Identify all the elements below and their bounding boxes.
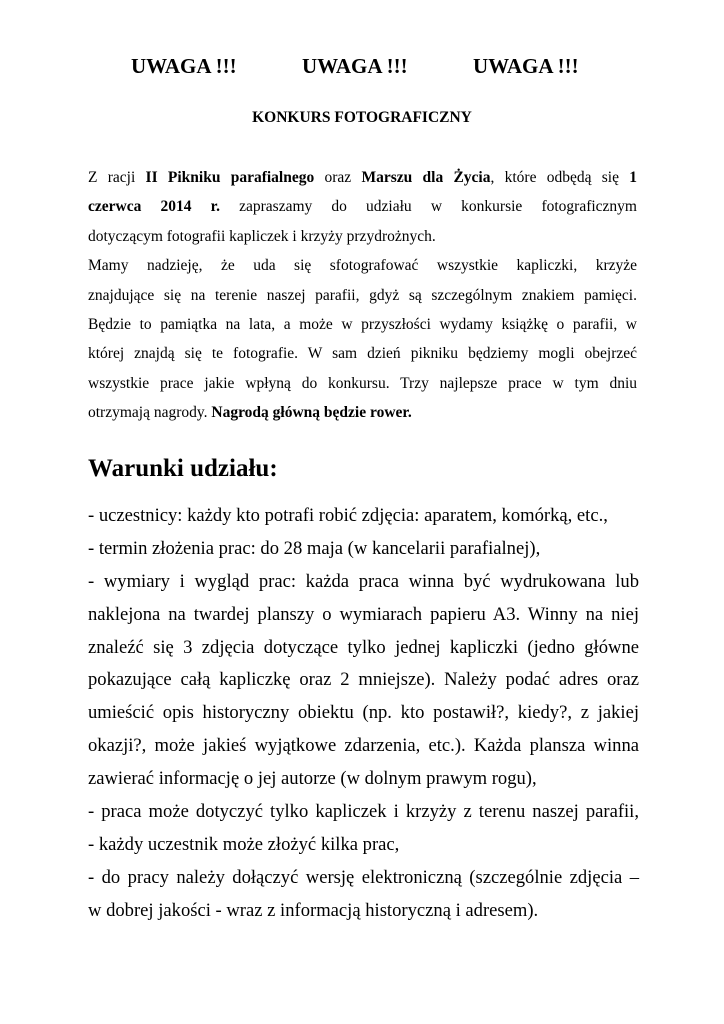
condition-line: w dobrej jakości - wraz z informacją historyczną i adresem). — [88, 899, 539, 921]
intro-line — [88, 163, 637, 192]
intro-line: znajdujące się na terenie naszej parafii, gdyż są szczególnym znakiem pamięci. — [88, 286, 637, 304]
condition-line: - uczestnicy: każdy kto potrafi robić zdjęcia: aparatem, komórką, etc., — [88, 505, 608, 526]
condition-line: okazji?, może jakieś wyjątkowe zdarzenia, etc.). Każda plansza winna — [88, 735, 639, 757]
prize-statement: Nagrodą główną będzie rower. — [211, 404, 412, 422]
intro-text: otrzymają nagrody. — [88, 404, 212, 422]
condition-line: - termin złożenia prac: do 28 maja (w kancelarii parafialnej), — [88, 537, 541, 559]
contest-title: KONKURS FOTOGRAFICZNY — [252, 109, 472, 126]
conditions-heading: Warunki udziału: — [88, 455, 278, 482]
condition-line: - praca może dotyczyć tylko kapliczek i krzyży z terenu naszej parafii, — [88, 801, 639, 823]
intro-text: Z racji — [88, 169, 146, 186]
intro-line — [88, 192, 637, 221]
warning-heading: UWAGA !!! — [131, 54, 237, 78]
intro-text: , które odbędą się — [490, 169, 630, 186]
warning-heading: UWAGA !!! — [302, 54, 408, 78]
conditions-list — [88, 500, 639, 928]
condition-line: zawierać informację o jej autorze (w dolnym prawym rogu), — [88, 768, 537, 790]
intro-text: zapraszamy do udziału w konkursie fotograficznym — [219, 198, 637, 216]
warning-heading: UWAGA !!! — [473, 54, 579, 78]
intro-text: oraz — [314, 169, 362, 186]
intro-line: wszystkie prace jakie wpłyną do konkursu. Trzy najlepsze prace w tym dniu — [88, 374, 637, 392]
condition-line: - każdy uczestnik może złożyć kilka prac, — [88, 833, 400, 855]
condition-line: - do pracy należy dołączyć wersję elektroniczną (szczególnie zdjęcia – — [88, 866, 639, 888]
condition-line: naklejona na twardej planszy o wymiarach papieru A3. Winny na niej — [88, 603, 639, 625]
intro-line: dotyczącym fotografii kapliczek i krzyży przydrożnych. — [88, 227, 436, 245]
intro-line: Mamy nadzieję, że uda się sfotografować wszystkie kapliczki, krzyże — [88, 257, 637, 275]
intro-paragraph — [88, 163, 637, 428]
intro-bold-text: Marszu dla Życia — [361, 169, 491, 186]
intro-bold-text: II Pikniku parafialnego — [145, 169, 315, 186]
intro-bold-text: 1 — [629, 169, 638, 186]
condition-line: pokazujące całą kapliczkę oraz 2 mniejsze). Należy podać adres oraz — [88, 669, 639, 691]
condition-line: - wymiary i wygląd prac: każda praca winna być wydrukowana lub — [88, 570, 639, 592]
intro-line: Będzie to pamiątka na lata, a może w przyszłości wydamy książkę o parafii, w — [88, 315, 637, 333]
condition-line: umieścić opis historyczny obiektu (np. kto postawił?, kiedy?, z jakiej — [88, 702, 639, 724]
intro-line — [88, 398, 637, 427]
condition-line: znaleźć się 3 zdjęcia dotyczące tylko jednej kapliczki (jedno główne — [88, 636, 639, 658]
warning-row — [0, 54, 724, 84]
intro-line: której znajdą się te fotografie. W sam dzień pikniku będziemy mogli obejrzeć — [88, 345, 637, 363]
intro-bold-text: czerwca 2014 r. — [88, 198, 220, 216]
